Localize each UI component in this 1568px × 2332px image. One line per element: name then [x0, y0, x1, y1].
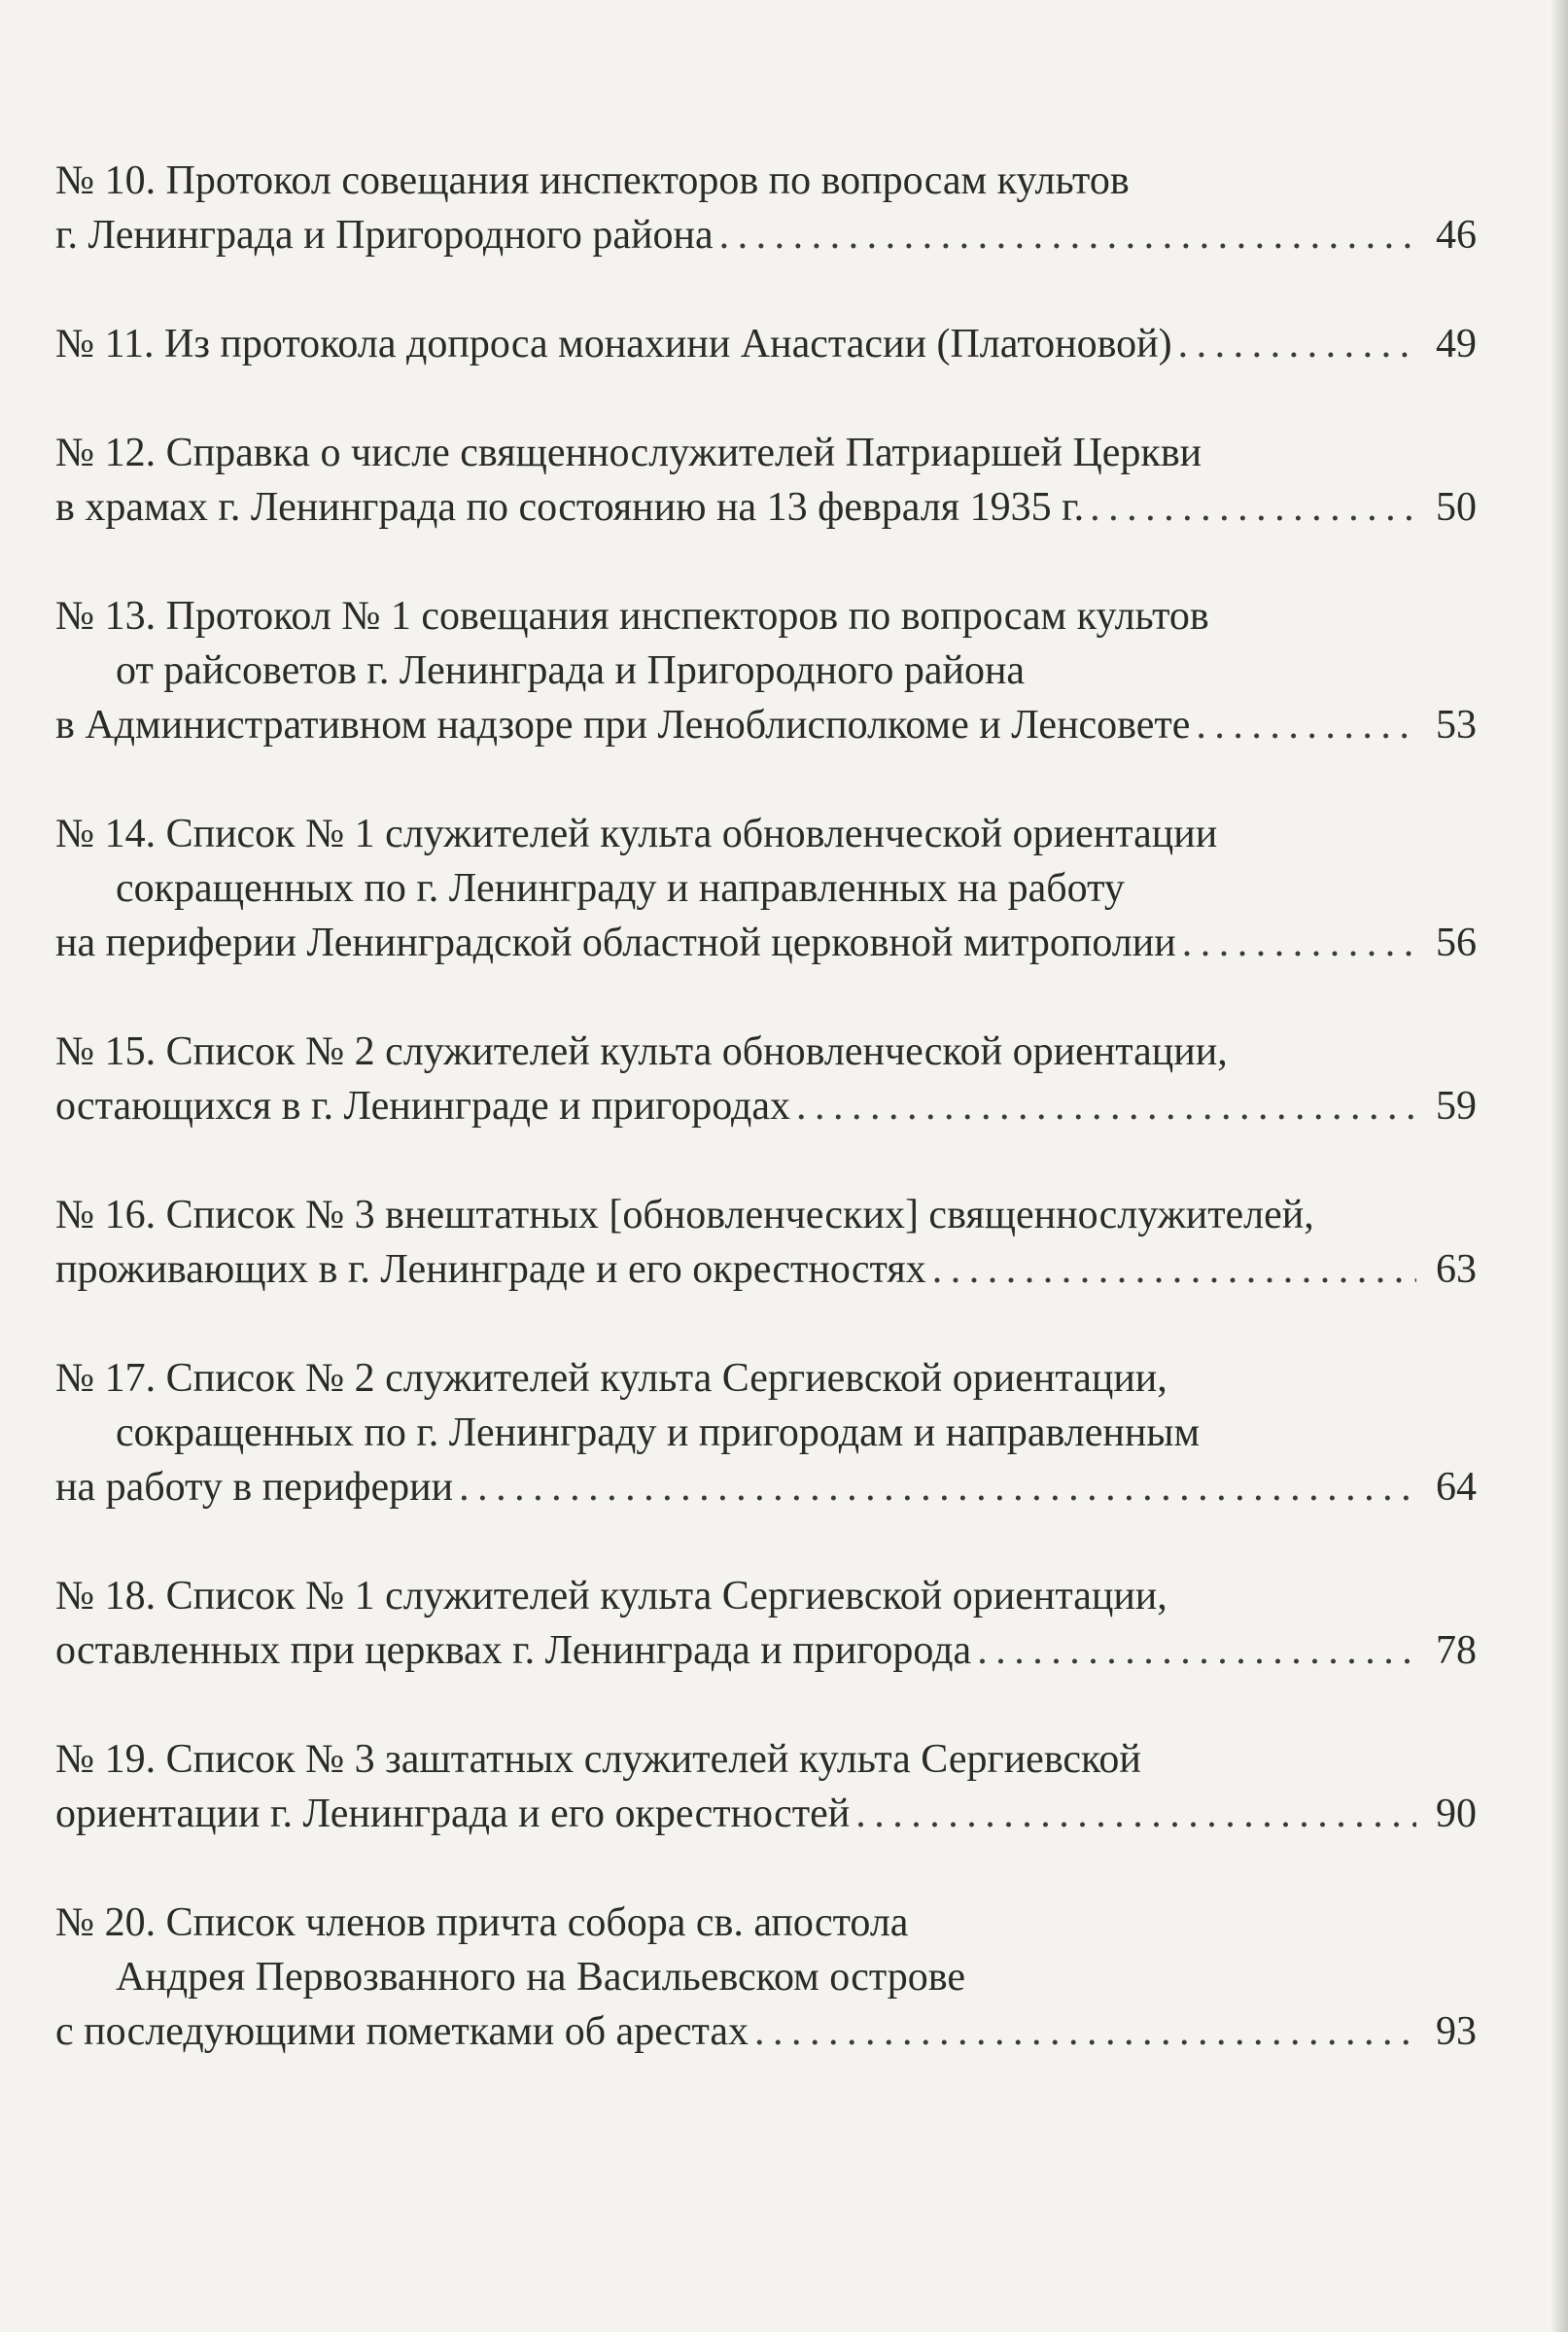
dot-leader: [932, 1242, 1416, 1297]
entry-title-line: в храмах г. Ленинграда по состоянию на 13 февраля 1935 г.: [55, 485, 1085, 530]
entry-title-line: ориентации г. Ленинграда и его окрестностей: [55, 1792, 851, 1836]
entry-last-line: [55, 317, 1477, 371]
page-number: 56: [1436, 921, 1477, 965]
entry-title-line: № 13. Протокол № 1 совещания инспекторов по вопросам культов: [55, 594, 1209, 639]
entry-title-line: № 18. Список № 1 служителей культа Сергиевской ориентации,: [55, 1574, 1167, 1618]
entry-last-line: [55, 480, 1477, 535]
entry-title-line: сокращенных по г. Ленинграду и направленных на работу: [116, 866, 1125, 911]
entry-title-line: № 14. Список № 1 служителей культа обновленческой ориентации: [55, 812, 1218, 856]
dot-leader: [1196, 698, 1416, 752]
entry-title-line: № 12. Справка о числе священнослужителей Патриаршей Церкви: [55, 431, 1202, 475]
dot-leader: [754, 2004, 1416, 2059]
toc-entry: [55, 1732, 1477, 1841]
dot-leader: [1178, 317, 1416, 371]
entry-title-line: № 20. Список членов причта собора св. апостола: [55, 1900, 909, 1945]
entry-title-line: сокращенных по г. Ленинграду и пригородам и направленным: [116, 1410, 1201, 1455]
toc-entry: [55, 1569, 1477, 1678]
dot-leader: [796, 1079, 1416, 1133]
page-number: 64: [1436, 1465, 1477, 1510]
page-number: 46: [1436, 213, 1477, 258]
toc-entry: [55, 426, 1477, 535]
page-number: 78: [1436, 1628, 1477, 1673]
dot-leader: [1090, 480, 1416, 535]
entry-last-line: [55, 1460, 1477, 1514]
entry-title-line: № 16. Список № 3 внештатных [обновленческих] священнослужителей,: [55, 1193, 1314, 1237]
entry-title-line: в Административном надзоре при Леноблисполкоме и Ленсовете: [55, 703, 1191, 748]
entry-title-line: Андрея Первозванного на Васильевском острове: [116, 1955, 966, 2000]
entry-last-line: [55, 916, 1477, 970]
toc-entry: [55, 1025, 1477, 1133]
entry-title-line: № 11. Из протокола допроса монахини Анастасии (Платоновой): [55, 322, 1172, 366]
entry-last-line: [55, 208, 1477, 262]
dot-leader: [459, 1460, 1416, 1514]
table-of-contents: [55, 154, 1477, 2113]
entry-title-line: № 15. Список № 2 служителей культа обновленческой ориентации,: [55, 1029, 1228, 1074]
page-number: 53: [1436, 703, 1477, 748]
dot-leader: [977, 1623, 1416, 1678]
page-number: 50: [1436, 485, 1477, 530]
page-number: 93: [1436, 2009, 1477, 2054]
entry-title-line: г. Ленинграда и Пригородного района: [55, 213, 714, 258]
entry-last-line: [55, 1623, 1477, 1678]
dot-leader: [1182, 916, 1416, 970]
entry-title-line: № 19. Список № 3 заштатных служителей культа Сергиевской: [55, 1737, 1141, 1782]
toc-entry: [55, 1896, 1477, 2059]
page-number: 49: [1436, 322, 1477, 366]
entry-title-line: от райсоветов г. Ленинграда и Пригородного района: [116, 648, 1026, 693]
page-number: 59: [1436, 1084, 1477, 1129]
page-number: 90: [1436, 1792, 1477, 1836]
dot-leader: [719, 208, 1416, 262]
entry-title-line: на периферии Ленинградской областной церковной митрополии: [55, 921, 1176, 965]
entry-title-line: оставленных при церквах г. Ленинграда и пригорода: [55, 1628, 972, 1673]
entry-last-line: [55, 1079, 1477, 1133]
page-number: 63: [1436, 1247, 1477, 1292]
entry-title-line: № 10. Протокол совещания инспекторов по вопросам культов: [55, 158, 1130, 203]
toc-entry: [55, 589, 1477, 752]
entry-title-line: остающихся в г. Ленинграде и пригородах: [55, 1084, 791, 1129]
dot-leader: [855, 1787, 1416, 1841]
toc-entry: [55, 807, 1477, 970]
entry-title-line: проживающих в г. Ленинграде и его окрестностях: [55, 1247, 926, 1292]
entry-last-line: [55, 1787, 1477, 1841]
toc-entry: [55, 1188, 1477, 1297]
entry-last-line: [55, 698, 1477, 752]
entry-title-line: № 17. Список № 2 служителей культа Сергиевской ориентации,: [55, 1356, 1167, 1401]
toc-entry: [55, 154, 1477, 262]
page-edge-shadow: [1551, 0, 1568, 2332]
toc-entry: [55, 317, 1477, 371]
entry-title-line: с последующими пометками об арестах: [55, 2009, 749, 2054]
entry-last-line: [55, 1242, 1477, 1297]
entry-title-line: на работу в периферии: [55, 1465, 454, 1510]
toc-entry: [55, 1351, 1477, 1514]
entry-last-line: [55, 2004, 1477, 2059]
